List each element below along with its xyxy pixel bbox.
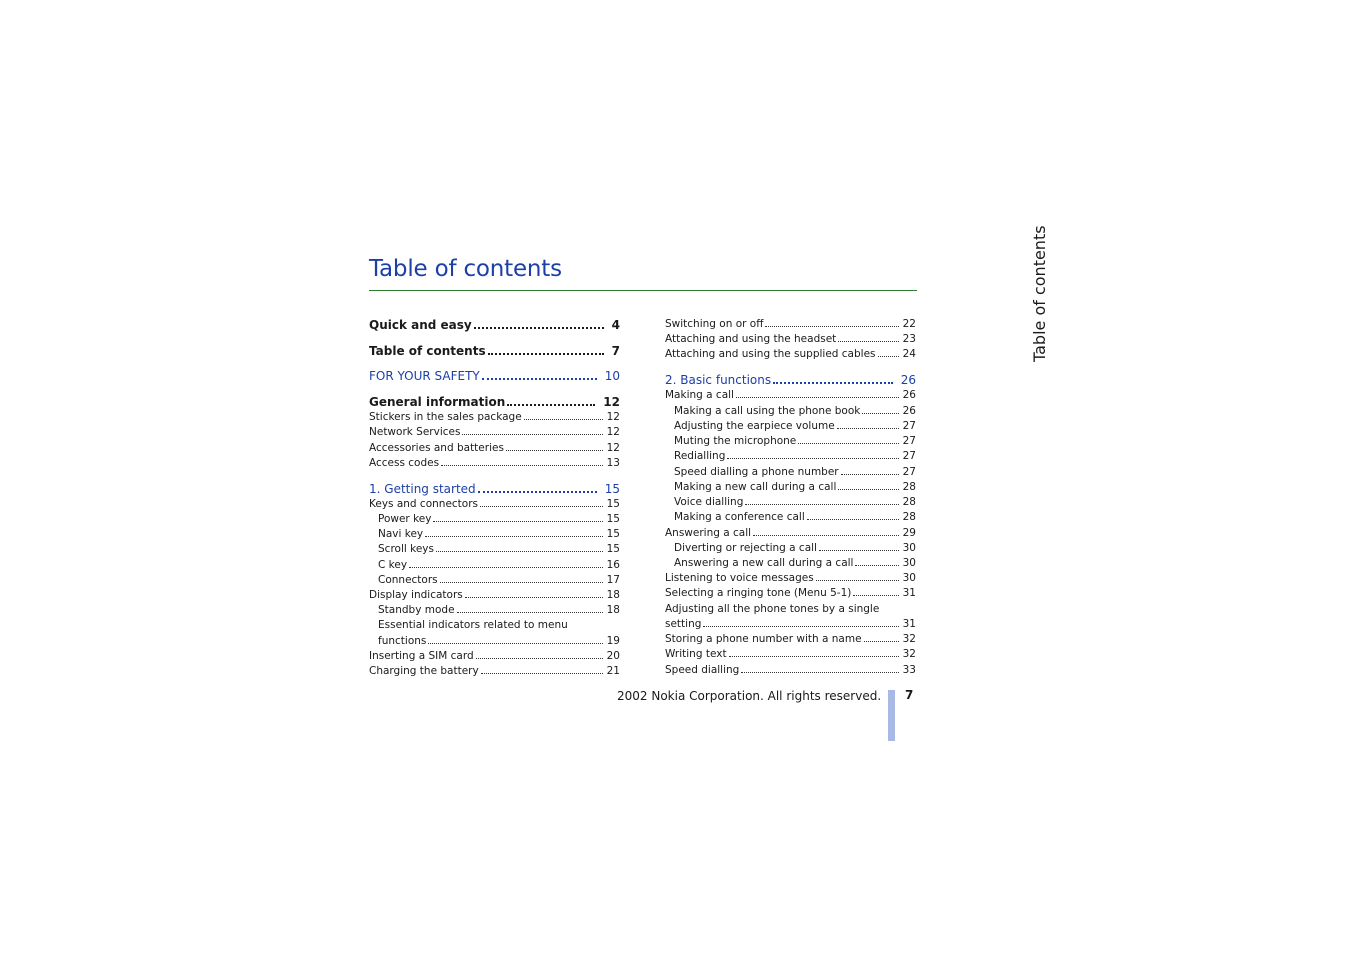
- toc-entry-page-number: 21: [606, 665, 620, 677]
- toc-entry-label: Making a conference call: [674, 511, 805, 523]
- toc-entry[interactable]: [369, 498, 620, 510]
- toc-dot-leader: [462, 434, 602, 435]
- toc-dot-leader: [753, 535, 899, 536]
- toc-entry-page-number: 18: [606, 604, 620, 616]
- toc-dot-leader: [482, 378, 597, 380]
- toc-dot-leader: [864, 641, 899, 642]
- toc-entry-label: General information: [369, 395, 506, 409]
- toc-entry-page-number: 12: [603, 395, 620, 409]
- toc-entry-page-number: 32: [902, 648, 916, 660]
- toc-entry-label: Navi key: [378, 528, 424, 540]
- toc-dot-leader: [465, 597, 603, 598]
- toc-entry-page-number: 15: [606, 528, 620, 540]
- toc-entry-label: Charging the battery: [369, 665, 479, 677]
- toc-entry[interactable]: [369, 344, 620, 358]
- toc-entry[interactable]: [665, 496, 916, 508]
- toc-entry-label: Making a call: [665, 389, 734, 401]
- toc-entry[interactable]: [369, 574, 620, 586]
- toc-entry-page-number: 12: [606, 442, 620, 454]
- toc-entry-label: 1. Getting started: [369, 482, 476, 496]
- toc-entry-page-number: 19: [606, 635, 620, 647]
- toc-entry-label: Speed dialling a phone number: [674, 466, 839, 478]
- toc-entry[interactable]: [369, 650, 620, 662]
- toc-entry-page-number: 30: [902, 557, 916, 569]
- toc-entry[interactable]: [665, 603, 916, 615]
- toc-entry-label: C key: [378, 559, 408, 571]
- toc-entry-page-number: 31: [902, 587, 916, 599]
- toc-entry-page-number: 18: [606, 589, 620, 601]
- toc-entry-label: Switching on or off: [665, 318, 764, 330]
- toc-entry[interactable]: [369, 513, 620, 525]
- toc-dot-leader: [773, 382, 893, 384]
- toc-entry-label: Attaching and using the headset: [665, 333, 837, 345]
- footer-accent-bar: [888, 690, 895, 741]
- toc-entry[interactable]: [665, 618, 916, 630]
- toc-entry-page-number: 26: [902, 389, 916, 401]
- toc-entry-label: Answering a new call during a call: [674, 557, 854, 569]
- toc-entry-page-number: 27: [902, 420, 916, 432]
- toc-dot-leader: [745, 504, 898, 505]
- toc-entry-page-number: 27: [902, 450, 916, 462]
- toc-entry-page-number: 22: [902, 318, 916, 330]
- toc-dot-leader: [862, 413, 898, 414]
- toc-dot-leader: [506, 450, 603, 451]
- footer-page-number: 7: [905, 688, 914, 702]
- toc-entry-label: Power key: [378, 513, 432, 525]
- toc-entry[interactable]: [665, 333, 916, 345]
- side-section-heading: Table of contents: [1030, 225, 1049, 362]
- toc-entry-label: Scroll keys: [378, 543, 434, 555]
- toc-entry[interactable]: [665, 373, 916, 387]
- toc-entry[interactable]: [665, 648, 916, 660]
- toc-entry[interactable]: [369, 543, 620, 555]
- toc-dot-leader: [855, 565, 898, 566]
- toc-entry-page-number: 10: [604, 369, 620, 383]
- toc-entry[interactable]: [369, 589, 620, 601]
- toc-entry-label: Writing text: [665, 648, 727, 660]
- toc-entry[interactable]: [369, 528, 620, 540]
- toc-dot-leader: [741, 672, 898, 673]
- toc-entry[interactable]: [665, 318, 916, 330]
- toc-dot-leader: [841, 474, 899, 475]
- toc-entry-label: Keys and connectors: [369, 498, 479, 510]
- toc-entry-page-number: 7: [611, 344, 620, 358]
- toc-entry-label: Voice dialling: [674, 496, 744, 508]
- toc-entry[interactable]: [665, 450, 916, 462]
- toc-entry[interactable]: [665, 511, 916, 523]
- toc-entry[interactable]: [369, 604, 620, 616]
- toc-entry-page-number: 28: [902, 481, 916, 493]
- toc-entry-page-number: 23: [902, 333, 916, 345]
- toc-entry-page-number: 20: [606, 650, 620, 662]
- toc-entry[interactable]: [665, 587, 916, 599]
- toc-entry-page-number: 13: [606, 457, 620, 469]
- toc-dot-leader: [837, 428, 899, 429]
- toc-entry-label: 2. Basic functions: [665, 373, 772, 387]
- toc-entry-page-number: 15: [606, 498, 620, 510]
- toc-entry-label: Making a call using the phone book: [674, 405, 861, 417]
- toc-dot-leader: [703, 626, 898, 627]
- toc-dot-leader: [853, 595, 898, 596]
- toc-entry-page-number: 33: [902, 664, 916, 676]
- toc-entry-label: Network Services: [369, 426, 461, 438]
- toc-entry-label: Answering a call: [665, 527, 752, 539]
- toc-entry-label: Redialling: [674, 450, 726, 462]
- toc-entry[interactable]: [665, 389, 916, 401]
- toc-dot-leader: [481, 673, 603, 674]
- toc-entry-page-number: 15: [606, 513, 620, 525]
- toc-dot-leader: [478, 491, 597, 493]
- toc-entry-label: Access codes: [369, 457, 440, 469]
- toc-dot-leader: [729, 656, 899, 657]
- toc-entry[interactable]: [369, 411, 620, 423]
- toc-entry[interactable]: [665, 557, 916, 569]
- toc-entry-page-number: 30: [902, 572, 916, 584]
- toc-dot-leader: [428, 643, 602, 644]
- toc-entry[interactable]: [369, 442, 620, 454]
- toc-dot-leader: [765, 326, 898, 327]
- toc-entry-label: Standby mode: [378, 604, 455, 616]
- toc-entry-page-number: 26: [900, 373, 916, 387]
- toc-entry[interactable]: [369, 559, 620, 571]
- toc-entry-page-number: 15: [604, 482, 620, 496]
- toc-entry[interactable]: [665, 466, 916, 478]
- toc-dot-leader: [476, 658, 603, 659]
- toc-entry-page-number: 27: [902, 466, 916, 478]
- toc-entry[interactable]: [665, 348, 916, 360]
- toc-dot-leader: [838, 341, 898, 342]
- toc-entry-page-number: 12: [606, 411, 620, 423]
- toc-dot-leader: [524, 419, 603, 420]
- title-divider: [369, 290, 917, 291]
- toc-dot-leader: [409, 567, 603, 568]
- toc-entry[interactable]: [369, 318, 620, 332]
- toc-dot-leader: [488, 353, 604, 355]
- toc-entry-page-number: 24: [902, 348, 916, 360]
- toc-entry-page-number: 28: [902, 496, 916, 508]
- toc-entry-page-number: 15: [606, 543, 620, 555]
- toc-entry-label: setting: [665, 618, 702, 630]
- toc-dot-leader: [441, 465, 603, 466]
- toc-entry[interactable]: [665, 435, 916, 447]
- toc-entry-label: Stickers in the sales package: [369, 411, 522, 423]
- toc-entry-label: Quick and easy: [369, 318, 472, 332]
- toc-entry-page-number: 31: [902, 618, 916, 630]
- toc-entry[interactable]: [665, 633, 916, 645]
- toc-entry[interactable]: [369, 665, 620, 677]
- toc-entry-page-number: 27: [902, 435, 916, 447]
- toc-entry-label: Essential indicators related to menu: [378, 619, 568, 631]
- toc-entry[interactable]: [369, 426, 620, 438]
- toc-entry[interactable]: [369, 395, 620, 409]
- toc-entry-label: Listening to voice messages: [665, 572, 814, 584]
- toc-entry[interactable]: [369, 482, 620, 496]
- toc-entry-page-number: 26: [902, 405, 916, 417]
- toc-entry[interactable]: [665, 405, 916, 417]
- toc-entry-label: functions: [378, 635, 427, 647]
- toc-dot-leader: [433, 521, 602, 522]
- toc-entry-label: Adjusting all the phone tones by a single: [665, 603, 880, 615]
- toc-entry-label: Accessories and batteries: [369, 442, 504, 454]
- toc-entry-label: Attaching and using the supplied cables: [665, 348, 876, 360]
- toc-entry[interactable]: [369, 619, 620, 631]
- toc-entry-label: Inserting a SIM card: [369, 650, 474, 662]
- toc-entry-label: Storing a phone number with a name: [665, 633, 862, 645]
- toc-dot-leader: [798, 443, 898, 444]
- toc-entry-label: Diverting or rejecting a call: [674, 542, 817, 554]
- toc-entry-page-number: 30: [902, 542, 916, 554]
- toc-entry[interactable]: [665, 420, 916, 432]
- toc-entry[interactable]: [369, 457, 620, 469]
- footer-copyright: 2002 Nokia Corporation. All rights reserved.: [617, 689, 882, 703]
- toc-dot-leader: [425, 536, 602, 537]
- toc-entry-label: Connectors: [378, 574, 438, 586]
- toc-dot-leader: [474, 327, 604, 329]
- toc-dot-leader: [507, 404, 595, 406]
- toc-dot-leader: [480, 506, 603, 507]
- toc-entry-page-number: 4: [611, 318, 620, 332]
- toc-dot-leader: [436, 551, 603, 552]
- toc-entry-page-number: 32: [902, 633, 916, 645]
- toc-dot-leader: [440, 582, 603, 583]
- toc-dot-leader: [816, 580, 899, 581]
- toc-entry-label: Selecting a ringing tone (Menu 5-1): [665, 587, 852, 599]
- toc-entry-label: Muting the microphone: [674, 435, 797, 447]
- toc-dot-leader: [819, 550, 899, 551]
- toc-entry-label: Display indicators: [369, 589, 463, 601]
- page-title: Table of contents: [369, 256, 562, 282]
- toc-entry[interactable]: [369, 635, 620, 647]
- toc-entry[interactable]: [665, 572, 916, 584]
- toc-dot-leader: [838, 489, 898, 490]
- toc-dot-leader: [807, 519, 899, 520]
- toc-entry-label: Table of contents: [369, 344, 486, 358]
- toc-dot-leader: [727, 458, 898, 459]
- toc-entry[interactable]: [665, 481, 916, 493]
- toc-entry-page-number: 28: [902, 511, 916, 523]
- toc-dot-leader: [457, 612, 603, 613]
- toc-dot-leader: [736, 397, 899, 398]
- toc-entry-label: Making a new call during a call: [674, 481, 837, 493]
- toc-entry-label: Speed dialling: [665, 664, 740, 676]
- toc-entry-page-number: 17: [606, 574, 620, 586]
- toc-entry-label: Adjusting the earpiece volume: [674, 420, 835, 432]
- toc-entry[interactable]: [665, 527, 916, 539]
- toc-dot-leader: [878, 356, 899, 357]
- toc-entry-page-number: 12: [606, 426, 620, 438]
- toc-entry-page-number: 16: [606, 559, 620, 571]
- toc-entry-label: FOR YOUR SAFETY: [369, 369, 480, 383]
- toc-entry[interactable]: [369, 369, 620, 383]
- toc-entry[interactable]: [665, 542, 916, 554]
- toc-entry-page-number: 29: [902, 527, 916, 539]
- toc-entry[interactable]: [665, 664, 916, 676]
